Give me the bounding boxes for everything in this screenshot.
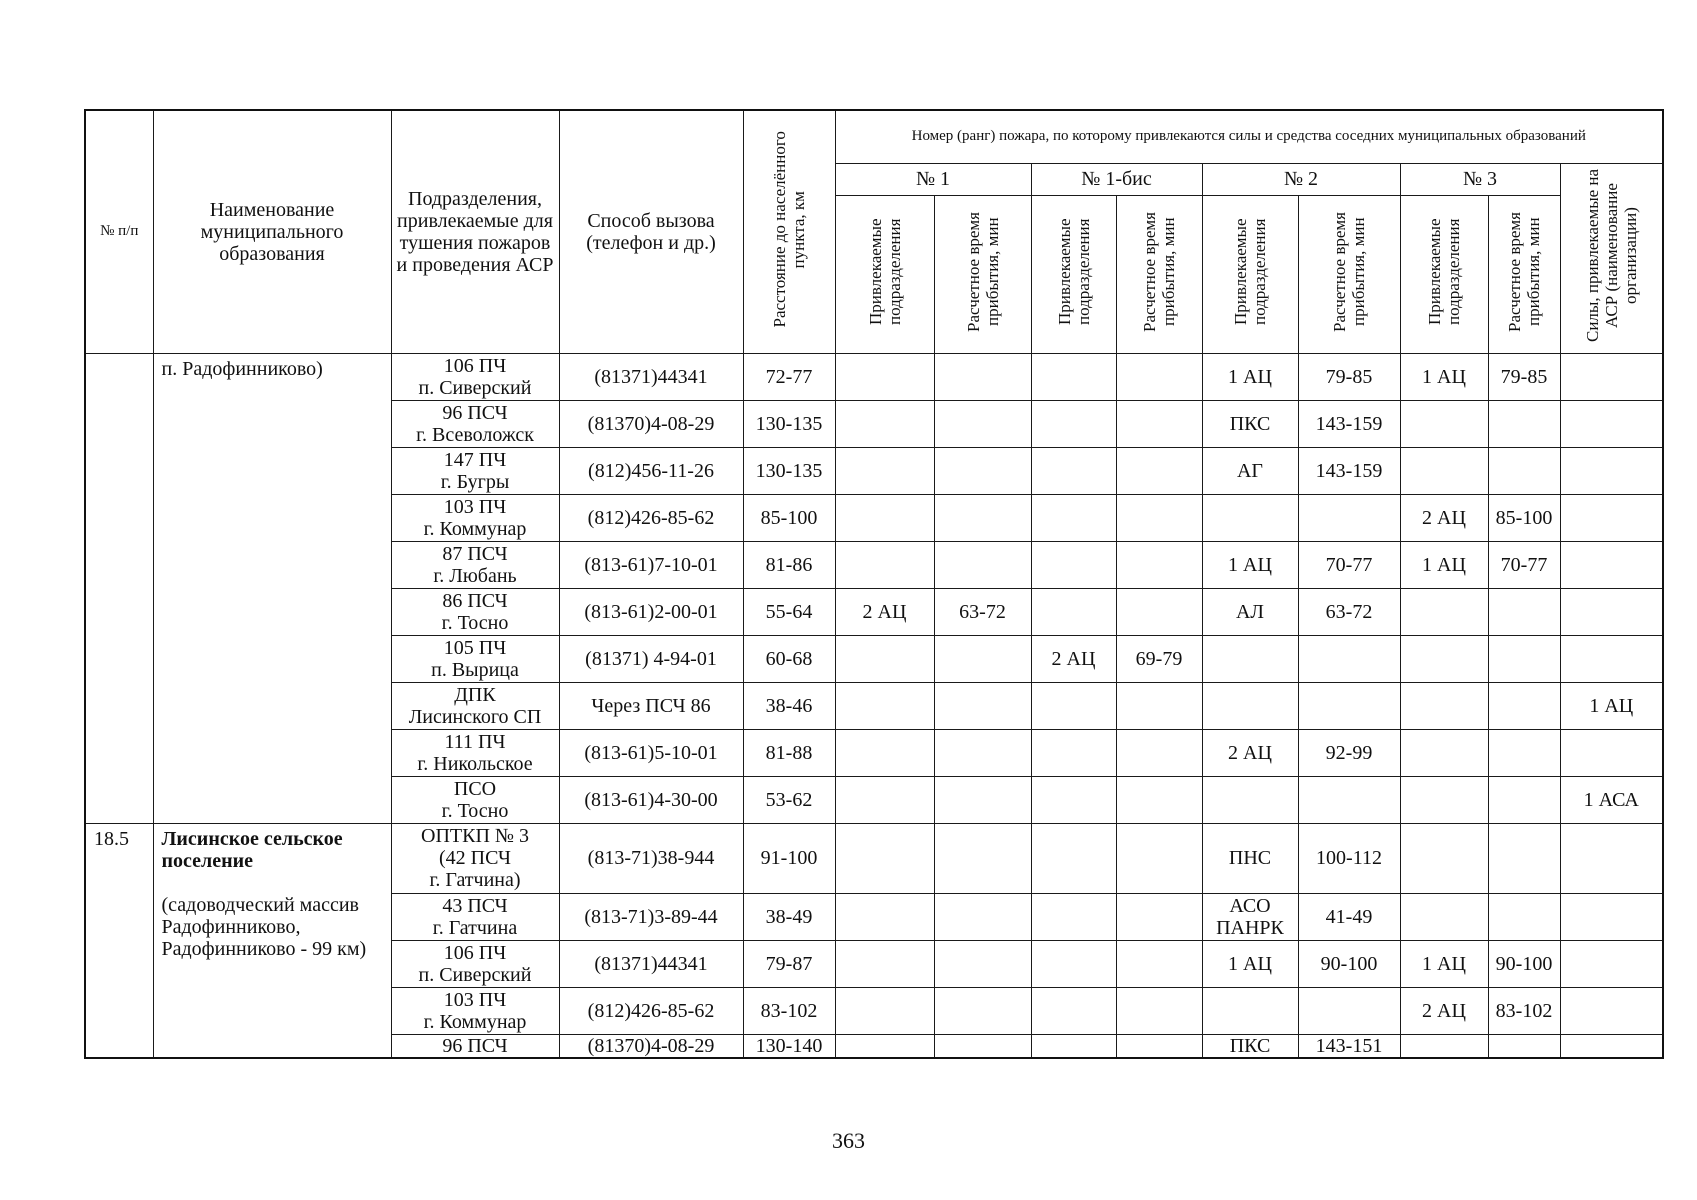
unit-cell: 103 ПЧ г. Коммунар: [391, 987, 559, 1034]
rank1bis-units-cell: 2 АЦ: [1031, 635, 1116, 682]
asr-cell: 1 АСА: [1560, 776, 1663, 823]
asr-cell: [1560, 940, 1663, 987]
rank3-time-cell: 79-85: [1488, 353, 1560, 400]
unit-cell: ОПТКП № 3 (42 ПСЧ г. Гатчина): [391, 823, 559, 893]
table-row: [85, 823, 1663, 893]
header-rank1-units: Привлекаемые подразделения: [835, 195, 934, 353]
row-number-cell: [85, 353, 153, 823]
distance-cell: 38-46: [743, 682, 835, 729]
rank1bis-time-cell: [1116, 1034, 1202, 1058]
municipality-title: Лисинское сельское поселение: [161, 827, 343, 872]
rank2-time-cell: [1298, 494, 1400, 541]
rank2-units-cell: ПКС: [1202, 400, 1298, 447]
rank1bis-time-cell: [1116, 353, 1202, 400]
rank3-time-cell: [1488, 400, 1560, 447]
header-rank-1bis: № 1-бис: [1031, 163, 1202, 195]
asr-cell: [1560, 353, 1663, 400]
rank2-units-cell: АСО ПАНРК: [1202, 893, 1298, 940]
rank3-time-cell: [1488, 776, 1560, 823]
phone-cell: (813-61)5-10-01: [559, 729, 743, 776]
rank1-units-cell: [835, 823, 934, 893]
rank1bis-units-cell: [1031, 893, 1116, 940]
rank2-units-cell: [1202, 987, 1298, 1034]
rank1-time-cell: [934, 682, 1031, 729]
rank1bis-time-cell: [1116, 987, 1202, 1034]
unit-cell: 147 ПЧ г. Бугры: [391, 447, 559, 494]
distance-cell: 83-102: [743, 987, 835, 1034]
rank2-time-cell: 90-100: [1298, 940, 1400, 987]
rank2-units-cell: АЛ: [1202, 588, 1298, 635]
rank3-units-cell: [1400, 823, 1488, 893]
rank1bis-time-cell: [1116, 729, 1202, 776]
header-rank-2: № 2: [1202, 163, 1400, 195]
rank2-time-cell: 92-99: [1298, 729, 1400, 776]
distance-cell: 130-140: [743, 1034, 835, 1058]
rank1-time-cell: [934, 635, 1031, 682]
rank3-time-cell: [1488, 682, 1560, 729]
rank2-time-cell: [1298, 776, 1400, 823]
asr-cell: [1560, 893, 1663, 940]
rank1-units-cell: [835, 987, 934, 1034]
rank3-units-cell: 1 АЦ: [1400, 353, 1488, 400]
rank1-time-cell: [934, 494, 1031, 541]
rank1-time-cell: [934, 823, 1031, 893]
rank2-time-cell: 143-159: [1298, 400, 1400, 447]
rank1-time-cell: [934, 541, 1031, 588]
rank1bis-time-cell: [1116, 400, 1202, 447]
rank1-time-cell: [934, 893, 1031, 940]
asr-cell: [1560, 987, 1663, 1034]
asr-cell: [1560, 588, 1663, 635]
rank3-time-cell: [1488, 635, 1560, 682]
header-rank1bis-time: Расчетное время прибытия, мин: [1116, 195, 1202, 353]
rank2-time-cell: 70-77: [1298, 541, 1400, 588]
rank3-time-cell: 83-102: [1488, 987, 1560, 1034]
phone-cell: (81371)44341: [559, 353, 743, 400]
rank1-units-cell: 2 АЦ: [835, 588, 934, 635]
rank2-units-cell: 1 АЦ: [1202, 541, 1298, 588]
header-rank2-units: Привлекаемые подразделения: [1202, 195, 1298, 353]
rank1-time-cell: [934, 940, 1031, 987]
rank1-units-cell: [835, 541, 934, 588]
unit-cell: 106 ПЧ п. Сиверский: [391, 940, 559, 987]
rank2-units-cell: [1202, 635, 1298, 682]
header-rank-3: № 3: [1400, 163, 1560, 195]
phone-cell: (81370)4-08-29: [559, 400, 743, 447]
rank1-units-cell: [835, 682, 934, 729]
rank1-units-cell: [835, 400, 934, 447]
rank1bis-time-cell: [1116, 776, 1202, 823]
rank1bis-units-cell: [1031, 588, 1116, 635]
rank2-time-cell: 41-49: [1298, 893, 1400, 940]
rank1bis-time-cell: [1116, 893, 1202, 940]
asr-cell: [1560, 447, 1663, 494]
rank3-units-cell: [1400, 893, 1488, 940]
distance-cell: 130-135: [743, 400, 835, 447]
rank1bis-units-cell: [1031, 353, 1116, 400]
municipality-cell: п. Радофинниково): [153, 353, 391, 823]
rank3-units-cell: [1400, 776, 1488, 823]
rank3-time-cell: 70-77: [1488, 541, 1560, 588]
rank3-units-cell: 2 АЦ: [1400, 987, 1488, 1034]
rank1-units-cell: [835, 353, 934, 400]
distance-cell: 55-64: [743, 588, 835, 635]
phone-cell: (81371)44341: [559, 940, 743, 987]
rank2-units-cell: АГ: [1202, 447, 1298, 494]
row-number-cell: 18.5: [85, 823, 153, 1058]
header-call-method: Способ вызова (телефон и др.): [559, 110, 743, 353]
distance-cell: 60-68: [743, 635, 835, 682]
rank1-time-cell: [934, 776, 1031, 823]
rank2-units-cell: ПНС: [1202, 823, 1298, 893]
rank3-time-cell: 90-100: [1488, 940, 1560, 987]
header-distance: Расстояние до населённого пункта, км: [743, 110, 835, 353]
unit-cell: 87 ПСЧ г. Любань: [391, 541, 559, 588]
rank1bis-time-cell: [1116, 447, 1202, 494]
rank1-time-cell: [934, 987, 1031, 1034]
rank1-time-cell: [934, 447, 1031, 494]
rank3-units-cell: [1400, 682, 1488, 729]
page-number: 363: [832, 1128, 865, 1153]
rank1-units-cell: [835, 1034, 934, 1058]
rank1bis-units-cell: [1031, 729, 1116, 776]
distance-cell: 53-62: [743, 776, 835, 823]
rank2-time-cell: 143-159: [1298, 447, 1400, 494]
rank1-units-cell: [835, 447, 934, 494]
rank3-units-cell: [1400, 588, 1488, 635]
rank1-units-cell: [835, 635, 934, 682]
fire-forces-table: [84, 109, 1664, 1059]
rank1bis-units-cell: [1031, 1034, 1116, 1058]
rank3-units-cell: [1400, 729, 1488, 776]
phone-cell: (813-61)2-00-01: [559, 588, 743, 635]
rank1bis-units-cell: [1031, 400, 1116, 447]
rank1-time-cell: [934, 353, 1031, 400]
rank2-time-cell: [1298, 987, 1400, 1034]
rank1bis-units-cell: [1031, 447, 1116, 494]
rank1bis-time-cell: [1116, 588, 1202, 635]
header-no: № п/п: [85, 110, 153, 353]
unit-cell: 111 ПЧ г. Никольское: [391, 729, 559, 776]
rank1bis-time-cell: [1116, 823, 1202, 893]
rank1bis-units-cell: [1031, 494, 1116, 541]
phone-cell: (81370)4-08-29: [559, 1034, 743, 1058]
asr-cell: [1560, 400, 1663, 447]
rank1bis-time-cell: [1116, 682, 1202, 729]
unit-cell: 96 ПСЧ г. Всеволожск: [391, 400, 559, 447]
distance-cell: 81-86: [743, 541, 835, 588]
unit-cell: 86 ПСЧ г. Тосно: [391, 588, 559, 635]
header-rank1bis-units: Привлекаемые подразделения: [1031, 195, 1116, 353]
rank1bis-time-cell: [1116, 940, 1202, 987]
municipality-description: (садоводческий массив Радофинниково, Радофинниково - 99 км): [161, 893, 367, 960]
phone-cell: (813-61)4-30-00: [559, 776, 743, 823]
distance-cell: 91-100: [743, 823, 835, 893]
unit-cell: 105 ПЧ п. Вырица: [391, 635, 559, 682]
unit-cell: ДПК Лисинского СП: [391, 682, 559, 729]
rank2-time-cell: 143-151: [1298, 1034, 1400, 1058]
rank1bis-units-cell: [1031, 541, 1116, 588]
rank2-units-cell: [1202, 494, 1298, 541]
rank2-time-cell: 63-72: [1298, 588, 1400, 635]
rank1bis-units-cell: [1031, 776, 1116, 823]
asr-cell: [1560, 494, 1663, 541]
rank1-time-cell: [934, 729, 1031, 776]
rank3-units-cell: 1 АЦ: [1400, 541, 1488, 588]
rank3-units-cell: [1400, 1034, 1488, 1058]
phone-cell: (81371) 4-94-01: [559, 635, 743, 682]
rank3-units-cell: [1400, 400, 1488, 447]
rank2-units-cell: ПКС: [1202, 1034, 1298, 1058]
phone-cell: (812)426-85-62: [559, 987, 743, 1034]
asr-cell: [1560, 1034, 1663, 1058]
rank3-units-cell: [1400, 635, 1488, 682]
municipality-cell: [153, 823, 391, 1058]
header-municipality: Наименование муниципального образования: [153, 110, 391, 353]
header-units: Подразделения, привлекаемые для тушения пожаров и проведения АСР: [391, 110, 559, 353]
header-rank2-time: Расчетное время прибытия, мин: [1298, 195, 1400, 353]
asr-cell: [1560, 729, 1663, 776]
rank2-time-cell: 79-85: [1298, 353, 1400, 400]
unit-cell: 106 ПЧ п. Сиверский: [391, 353, 559, 400]
rank1-time-cell: [934, 400, 1031, 447]
rank1bis-time-cell: 69-79: [1116, 635, 1202, 682]
asr-cell: [1560, 635, 1663, 682]
header-asr-forces: Силы, привлекаемые на АСР (наименование организации): [1560, 163, 1663, 353]
rank2-units-cell: [1202, 682, 1298, 729]
rank1bis-time-cell: [1116, 494, 1202, 541]
rank1-units-cell: [835, 776, 934, 823]
distance-cell: 81-88: [743, 729, 835, 776]
phone-cell: (813-61)7-10-01: [559, 541, 743, 588]
rank2-time-cell: [1298, 682, 1400, 729]
rank1bis-units-cell: [1031, 987, 1116, 1034]
rank1-time-cell: 63-72: [934, 588, 1031, 635]
header-rank1-time: Расчетное время прибытия, мин: [934, 195, 1031, 353]
asr-cell: 1 АЦ: [1560, 682, 1663, 729]
rank1-units-cell: [835, 940, 934, 987]
asr-cell: [1560, 823, 1663, 893]
rank1-time-cell: [934, 1034, 1031, 1058]
phone-cell: Через ПСЧ 86: [559, 682, 743, 729]
unit-cell: 96 ПСЧ: [391, 1034, 559, 1058]
unit-cell: ПСО г. Тосно: [391, 776, 559, 823]
rank2-time-cell: 100-112: [1298, 823, 1400, 893]
distance-cell: 72-77: [743, 353, 835, 400]
unit-cell: 43 ПСЧ г. Гатчина: [391, 893, 559, 940]
phone-cell: (812)426-85-62: [559, 494, 743, 541]
distance-cell: 85-100: [743, 494, 835, 541]
rank3-time-cell: [1488, 823, 1560, 893]
header-fire-rank: Номер (ранг) пожара, по которому привлекаются силы и средства соседних муниципальных образований: [835, 110, 1663, 163]
rank1-units-cell: [835, 893, 934, 940]
rank3-time-cell: [1488, 1034, 1560, 1058]
rank3-time-cell: [1488, 447, 1560, 494]
header-rank3-units: Привлекаемые подразделения: [1400, 195, 1488, 353]
phone-cell: (813-71)38-944: [559, 823, 743, 893]
rank1bis-units-cell: [1031, 823, 1116, 893]
distance-cell: 38-49: [743, 893, 835, 940]
distance-cell: 130-135: [743, 447, 835, 494]
rank3-time-cell: 85-100: [1488, 494, 1560, 541]
rank3-units-cell: 2 АЦ: [1400, 494, 1488, 541]
rank2-units-cell: 2 АЦ: [1202, 729, 1298, 776]
rank1-units-cell: [835, 729, 934, 776]
table-row: [85, 353, 1663, 400]
header-rank3-time: Расчетное время прибытия, мин: [1488, 195, 1560, 353]
rank3-time-cell: [1488, 588, 1560, 635]
unit-cell: 103 ПЧ г. Коммунар: [391, 494, 559, 541]
rank1bis-units-cell: [1031, 940, 1116, 987]
rank2-units-cell: [1202, 776, 1298, 823]
rank3-time-cell: [1488, 893, 1560, 940]
asr-cell: [1560, 541, 1663, 588]
rank2-units-cell: 1 АЦ: [1202, 353, 1298, 400]
rank1bis-time-cell: [1116, 541, 1202, 588]
header-rank-1: № 1: [835, 163, 1031, 195]
rank3-time-cell: [1488, 729, 1560, 776]
distance-cell: 79-87: [743, 940, 835, 987]
rank2-time-cell: [1298, 635, 1400, 682]
rank1bis-units-cell: [1031, 682, 1116, 729]
rank3-units-cell: [1400, 447, 1488, 494]
phone-cell: (812)456-11-26: [559, 447, 743, 494]
rank3-units-cell: 1 АЦ: [1400, 940, 1488, 987]
phone-cell: (813-71)3-89-44: [559, 893, 743, 940]
rank1-units-cell: [835, 494, 934, 541]
rank2-units-cell: 1 АЦ: [1202, 940, 1298, 987]
